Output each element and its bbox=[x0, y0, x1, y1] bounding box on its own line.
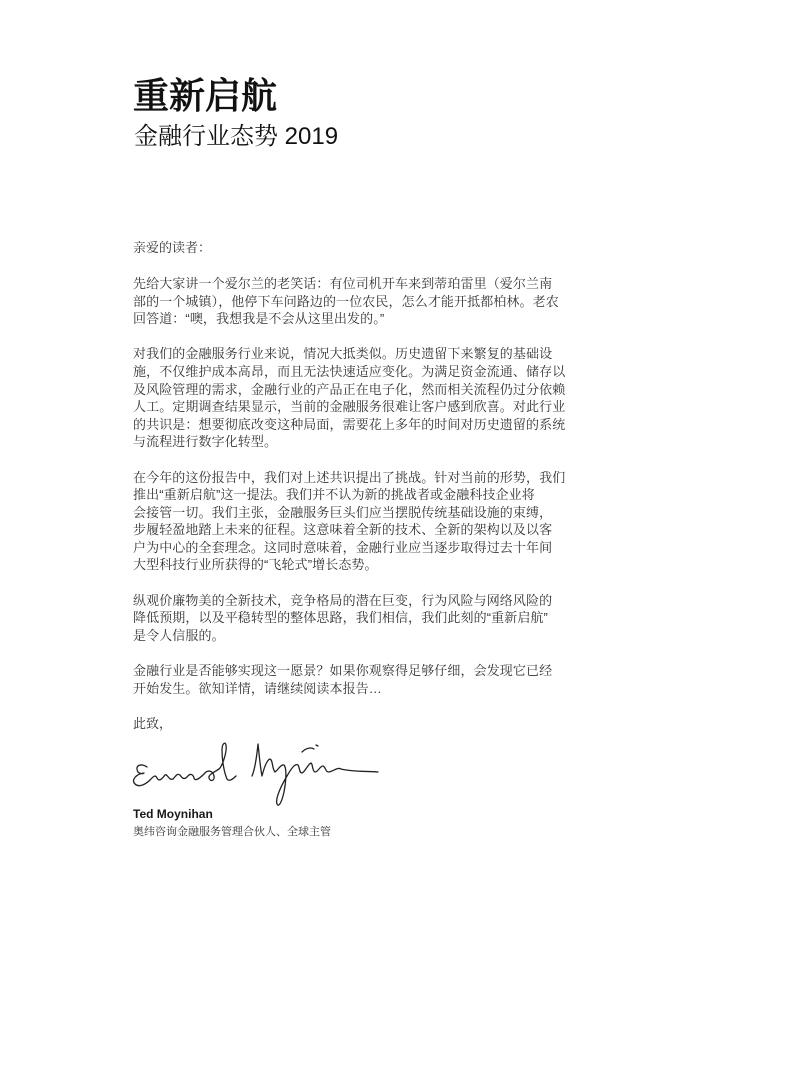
paragraph-line: 步履轻盈地踏上未来的征程。这意味着全新的技术、全新的架构以及以客 bbox=[133, 522, 553, 538]
paragraph-line: 会接管一切。我们主张，金融服务巨头们应当摆脱传统基础设施的束缚， bbox=[133, 504, 553, 520]
letter-body bbox=[133, 239, 573, 732]
paragraph-line: 回答道：“噢，我想我是不会从这里出发的。” bbox=[133, 311, 385, 327]
closing: 此致， bbox=[133, 715, 173, 731]
paragraph-line: 及风险管理的需求，金融行业的产品正在电子化，然而相关流程仍过分依赖 bbox=[133, 381, 566, 397]
letter-paragraphs bbox=[133, 275, 573, 697]
body-paragraph bbox=[133, 662, 573, 697]
body-paragraph bbox=[133, 592, 573, 645]
paragraph-line: 户为中心的全套理念。这同时意味着，金融行业应当逐步取得过去十年间 bbox=[133, 539, 553, 555]
signatory-position: 奥纬咨询金融服务管理合伙人、全球主管 bbox=[133, 826, 331, 838]
salutation: 亲爱的读者： bbox=[133, 240, 212, 255]
handwritten-signature bbox=[130, 738, 380, 810]
paragraph-line: 是令人信服的。 bbox=[133, 627, 225, 643]
paragraph-line: 纵观价廉物美的全新技术，竞争格局的潜在巨变，行为风险与网络风险的 bbox=[133, 592, 553, 608]
paragraph-line: 施，不仅维护成本高昂，而且无法快速适应变化。为满足资金流通、储存以 bbox=[133, 363, 566, 379]
paragraph-line: 大型科技行业所获得的“飞轮式”增长态势。 bbox=[133, 557, 378, 573]
paragraph-line: 降低预期，以及平稳转型的整体思路，我们相信，我们此刻的“重新启航” bbox=[133, 610, 548, 626]
paragraph-line: 在今年的这份报告中，我们对上述共识提出了挑战。针对当前的形势，我们 bbox=[133, 469, 566, 485]
paragraph-line: 金融行业是否能够实现这一愿景？如果你观察得足够仔细，会发现它已经 bbox=[133, 663, 553, 679]
signatory-name: Ted Moynihan bbox=[133, 807, 213, 821]
paragraph-line: 对我们的金融服务行业来说，情况大抵类似。历史遗留下来繁复的基础设 bbox=[133, 346, 553, 362]
signature-stroke bbox=[316, 745, 318, 746]
signature-stroke bbox=[302, 748, 314, 752]
paragraph-line: 人工。定期调查结果显示，当前的金融服务很难让客户感到欣喜。对此行业 bbox=[133, 399, 566, 415]
document-title: 重新启航 bbox=[133, 75, 278, 116]
document-subtitle: 金融行业态势 2019 bbox=[134, 123, 339, 150]
paragraph-line: 的共识是：想要彻底改变这种局面，需要花上多年的时间对历史遗留的系统 bbox=[133, 416, 566, 432]
paragraph-line: 先给大家讲一个爱尔兰的老笑话：有位司机开车来到蒂珀雷里（爱尔兰南 bbox=[133, 275, 553, 291]
paragraph-line: 开始发生。欲知详情，请继续阅读本报告… bbox=[133, 680, 382, 696]
paragraph-line: 与流程进行数字化转型。 bbox=[133, 434, 278, 450]
signature-stroke bbox=[134, 765, 204, 786]
paragraph-line: 推出“重新启航”这一提法。我们并不认为新的挑战者或金融科技企业将 bbox=[133, 487, 535, 503]
paragraph-line: 部的一个城镇），他停下车问路边的一位农民，怎么才能开抵都柏林。老农 bbox=[133, 293, 559, 309]
signature-stroke bbox=[204, 743, 236, 780]
body-paragraph bbox=[133, 275, 573, 328]
signature-stroke bbox=[252, 744, 378, 805]
body-paragraph bbox=[133, 345, 573, 451]
body-paragraph bbox=[133, 469, 573, 575]
